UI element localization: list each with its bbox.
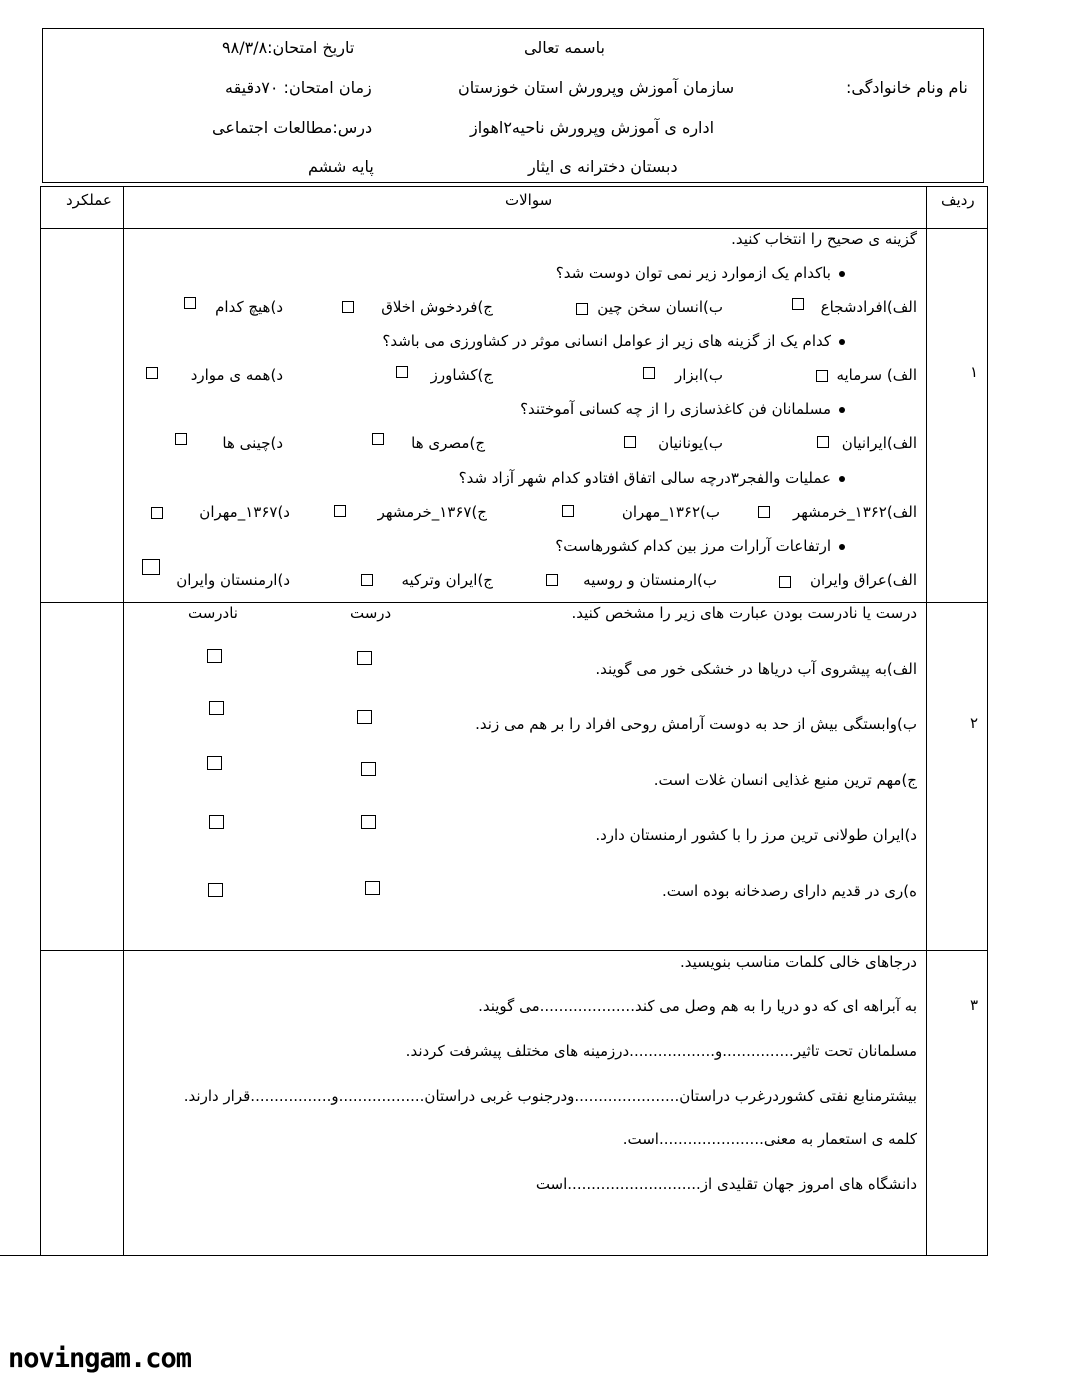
option-checkbox[interactable] [334, 505, 346, 517]
option-checkbox[interactable] [142, 559, 160, 575]
mc-question: عملیات والفجر۳درچه سالی اتفاق افتادو کدام شهر آزاد شد؟ [459, 469, 845, 487]
option-checkbox[interactable] [146, 367, 158, 379]
option-checkbox[interactable] [546, 574, 558, 586]
exam-duration: زمان امتحان: ۷۰دقیقه [225, 78, 372, 97]
mc-option: د)۱۳۶۷_مهران [199, 503, 290, 521]
section1-instruction: گزینه ی صحیح را انتخاب کنید. [731, 230, 917, 248]
false-checkbox[interactable] [207, 756, 222, 770]
mc-option: ج)فردخوش اخلاق [381, 298, 493, 316]
true-false-statement: ه)ری در قدیم دارای رصدخانه بوده است. [661, 882, 917, 900]
option-checkbox[interactable] [175, 433, 187, 445]
mc-option: ب)انسان سخن چین [597, 298, 723, 316]
student-name-label: نام ونام خانوادگی: [846, 78, 968, 97]
option-checkbox[interactable] [576, 303, 588, 315]
mc-option: ب)۱۳۶۲_مهران [621, 503, 720, 521]
fill-in-blank: مسلمانان تحت تاثیر...............و..................درزمینه های مختلف پیشرفت کردند. [405, 1042, 917, 1060]
option-checkbox[interactable] [342, 301, 354, 313]
mc-option: الف) سرمایه [836, 366, 917, 384]
site-watermark: novingam.com [8, 1343, 192, 1374]
mc-option: د)ارمنستان وایران [176, 571, 290, 589]
mc-option: الف)۱۳۶۲_خرمشهر [792, 503, 917, 521]
mc-question: ارتفاعات آرارات مرز بین کدام کشورهاست؟ [555, 537, 845, 555]
office-name: اداره ی آموزش وپرورش ناحیه۲اهواز [470, 118, 715, 137]
subject-name: درس:مطالعات اجتماعی [212, 118, 373, 137]
mc-option: د)همه ی موارد [190, 366, 283, 384]
false-column-label: نادرست [188, 604, 238, 622]
true-false-statement: د)ایران طولانی ترین مرز را با کشور ارمنستان دارد. [595, 826, 917, 844]
option-checkbox[interactable] [816, 370, 828, 382]
row-number-1: ۱ [970, 363, 979, 381]
column-header-row: ردیف [941, 191, 975, 209]
fill-in-blank: بیشترمنابع نفتی کشوردرغرب دراستان......................ودرجنوب غربی دراستان..................و.................قرار دارند. [183, 1087, 917, 1105]
false-checkbox[interactable] [207, 649, 222, 663]
true-column-label: درست [350, 604, 392, 622]
row-number-3: ۳ [970, 996, 979, 1014]
option-checkbox[interactable] [184, 297, 196, 309]
grade-level: پایه ششم [308, 157, 374, 176]
true-checkbox[interactable] [365, 881, 380, 895]
exam-header [42, 28, 984, 183]
organization-name: سازمان آموزش وپرورش استان خوزستان [458, 78, 735, 97]
section2-instruction: درست یا نادرست بودن عبارت های زیر را مشخص کنید. [571, 604, 917, 622]
basmala: باسمه تعالی [524, 38, 605, 57]
fill-in-blank: به آبراهه ای که دو دریا را به هم وصل می کند....................می گویند. [478, 997, 917, 1015]
mc-option: ج)ایران وترکیه [401, 571, 493, 589]
true-false-statement: الف)به پیشروی آب دریاها در خشکی خور می گویند. [595, 660, 917, 678]
mc-option: ب)ارمنستان و روسیه [583, 571, 717, 589]
bullet-icon [839, 407, 845, 413]
mc-option: الف)افرادشجاع [820, 298, 917, 316]
mc-option: ج)کشاورز [430, 366, 493, 384]
mc-option: الف)ایرانیان [841, 434, 917, 452]
option-checkbox[interactable] [361, 574, 373, 586]
bullet-icon [839, 271, 845, 277]
option-checkbox[interactable] [792, 298, 804, 310]
option-checkbox[interactable] [151, 507, 163, 519]
mc-option: ب)یونانیان [658, 434, 723, 452]
mc-option: ج)۱۳۶۷_خرمشهر [377, 503, 487, 521]
mc-option: د)چینی ها [222, 434, 283, 452]
true-checkbox[interactable] [361, 762, 376, 776]
mc-option: ج)مصری ها [411, 434, 485, 452]
true-false-statement: ب)وابستگی بیش از حد به دوست آرامش روحی افراد را بر هم می زند. [475, 715, 917, 733]
option-checkbox[interactable] [779, 576, 791, 588]
mc-option: الف)عراق وایران [810, 571, 917, 589]
school-name: دبستان دخترانه ی ایثار [528, 157, 678, 176]
true-checkbox[interactable] [357, 651, 372, 665]
false-checkbox[interactable] [208, 883, 223, 897]
exam-date: تاریخ امتحان:۹۸/۳/۸ [222, 38, 355, 57]
column-header-score: عملکرد [66, 191, 112, 209]
option-checkbox[interactable] [396, 366, 408, 378]
true-false-statement: ج)مهم ترین منبع غذایی انسان غلات است. [653, 771, 917, 789]
mc-question: باکدام یک ازموارد زیر نمی توان دوست شد؟ [556, 264, 845, 282]
bullet-icon [839, 339, 845, 345]
false-checkbox[interactable] [209, 701, 224, 715]
false-checkbox[interactable] [209, 815, 224, 829]
mc-option: ب)ابزار [674, 366, 723, 384]
mc-question: مسلمانان فن کاغذسازی را از چه کسانی آموختند؟ [520, 400, 845, 418]
column-header-questions: سوالات [505, 191, 553, 209]
true-checkbox[interactable] [357, 710, 372, 724]
option-checkbox[interactable] [643, 367, 655, 379]
option-checkbox[interactable] [562, 505, 574, 517]
bullet-icon [839, 544, 845, 550]
mc-question: کدام یک از گزینه های زیر از عوامل انسانی موثر در کشاورزی می باشد؟ [382, 332, 845, 350]
section3-instruction: درجاهای خالی کلمات مناسب بنویسید. [679, 953, 917, 971]
option-checkbox[interactable] [817, 436, 829, 448]
true-checkbox[interactable] [361, 815, 376, 829]
row-number-2: ۲ [970, 714, 979, 732]
fill-in-blank: دانشگاه های امروز جهان تقلیدی از............................است [535, 1175, 917, 1193]
option-checkbox[interactable] [372, 433, 384, 445]
bullet-icon [839, 476, 845, 482]
option-checkbox[interactable] [624, 436, 636, 448]
fill-in-blank: کلمه ی استعمار به معنی......................است. [622, 1130, 917, 1148]
mc-option: د)هیچ کدام [215, 298, 283, 316]
option-checkbox[interactable] [758, 506, 770, 518]
